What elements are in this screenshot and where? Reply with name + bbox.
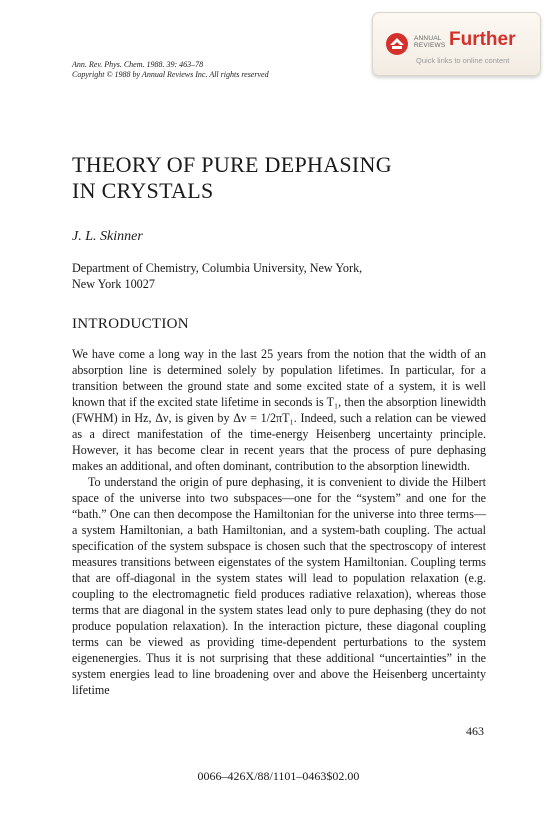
further-banner[interactable] xyxy=(372,12,541,76)
copyright-notice: Copyright © 1988 by Annual Reviews Inc. All rights reserved xyxy=(72,70,269,79)
title-line-1: THEORY OF PURE DEPHASING xyxy=(72,152,392,177)
further-subtitle: Quick links to online content xyxy=(416,56,510,65)
further-label: Further xyxy=(449,29,516,50)
article-title xyxy=(72,152,392,204)
article-body xyxy=(72,346,486,698)
section-heading: INTRODUCTION xyxy=(72,316,189,332)
author-name: J. L. Skinner xyxy=(72,229,143,244)
footer-code: 0066–426X/88/1101–0463$02.00 xyxy=(197,769,360,783)
paragraph: We have come a long way in the last 25 years from the notion that the width of an absorption line is determined solely by population lifetimes. In particular, for a transition between the ground state and some excited state of a system, it is well known that if the excited state lifetime in seconds is T₁, then the absorption linewidth (FWHM) in Hz, Δν, is given by Δν = 1/2πT₁. Indeed, such a relation can be viewed as a direct manifestation of the time-energy Heisenberg uncertainty principle. However, it has become clear in recent years that the process of pure dephasing makes an additional, and often dominant, contribution to the absorption linewidth. xyxy=(72,347,486,473)
journal-citation-block xyxy=(72,60,269,80)
annual-reviews-wordmark: ANNUAL REVIEWS xyxy=(414,35,446,49)
journal-citation: Ann. Rev. Phys. Chem. 1988. 39: 463–78 xyxy=(72,60,204,69)
page-number: 463 xyxy=(466,724,484,738)
paragraph: To understand the origin of pure dephasing, it is convenient to divide the Hilbert space of the universe into two subspaces—one for the “system” and one for the “bath.” One can then decompose the Hamiltonian for the universe into three terms—a system Hamiltonian, a bath Hamiltonian, and a system-bath coupling. The actual specification of the system subspace is chosen such that the spectroscopy of interest measures transitions between eigenstates of the system Hamiltonian. Coupling terms that are off-diagonal in the system states will lead to population relaxation (e.g. coupling to the electromagnetic field produces radiative relaxation), whereas those terms that are diagonal in the system states lead only to pure dephasing (they do not produce population relaxation). In the interaction picture, these diagonal coupling terms can be viewed as providing time-dependent perturbations to the system eigenenergies. Thus it is not surprising that these additional “uncertainties” in the system energies lead to line broadening over and above the Heisenberg uncertainty lifetime xyxy=(72,475,486,697)
annual-reviews-logo-icon xyxy=(385,32,409,56)
author-affiliation: Department of Chemistry, Columbia University, New York, New York 10027 xyxy=(72,261,363,291)
title-line-2: IN CRYSTALS xyxy=(72,178,214,203)
